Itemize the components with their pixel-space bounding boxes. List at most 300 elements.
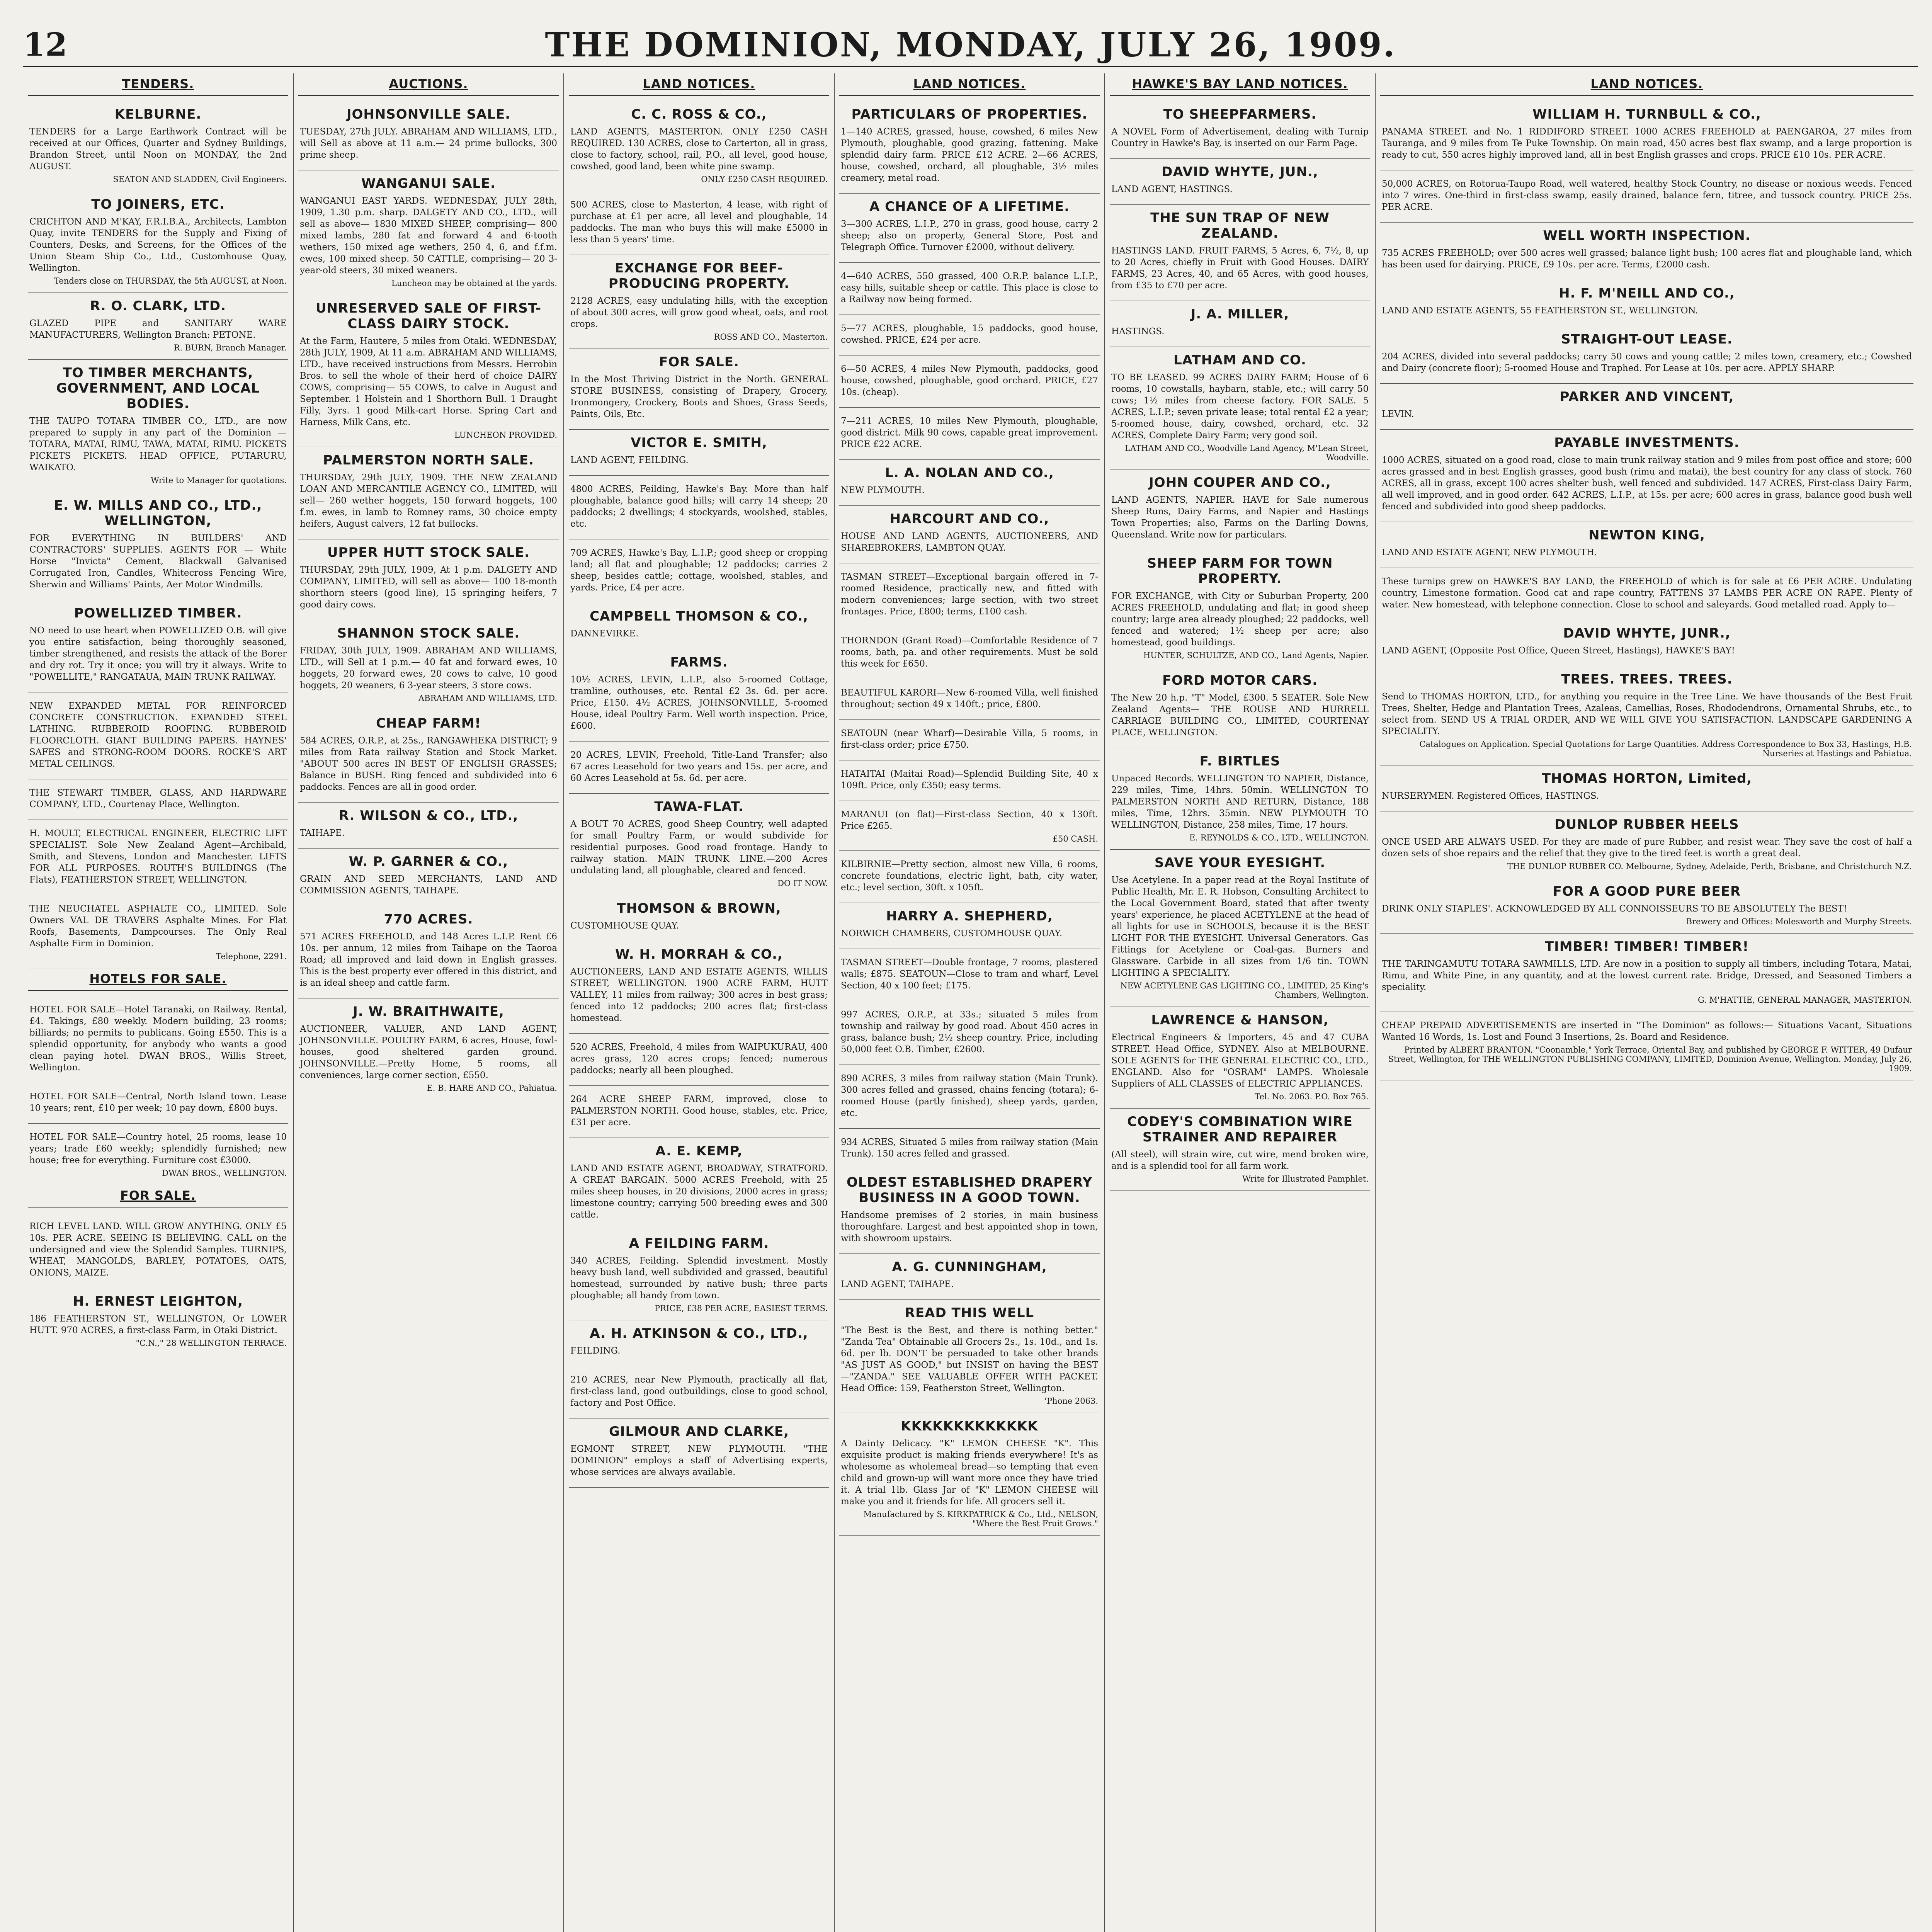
column-1-ad <box>28 820 288 895</box>
column-2-ad <box>298 998 559 1100</box>
column-4-ad <box>839 1169 1100 1254</box>
ad-body: THURSDAY, 29th JULY, 1909. THE NEW ZEALAND LOAN AND MERCANTILE AGENCY CO., LIMITED, will sell— 260 wether hoggets, 150 forward hoggets, 100 f.m. ewes, in lamb to Romney rams, 30 choice empty heifers, August calvers, 12 fat bullocks. <box>300 473 557 529</box>
ad-signature: HUNTER, SCHULTZE, AND CO., Land Agents, Napier. <box>1143 651 1369 660</box>
ad-title: THOMAS HORTON, Limited, <box>1541 771 1752 786</box>
column-1-ad <box>28 191 288 293</box>
ad-title: PALMERSTON NORTH SALE. <box>323 452 534 468</box>
ad-body: WANGANUI EAST YARDS. WEDNESDAY, JULY 28th, 1909, 1.30 p.m. sharp. DALGETY AND CO., LTD., will sell as above— 1830 MIXED SHEEP, comprising— 800 mixed lambs, 280 fat and forward 4 and 6-tooth wethers, 150 mixed age wethers, 250 4, 6, and f.f.m. ewes, 100 mixed sheep. 50 CATTLE, comprising— 20 3-year-old steers, 30 mixed weaners. <box>300 196 557 276</box>
ad-title: POWELLIZED TIMBER. <box>74 605 242 621</box>
for-sale-ad <box>28 1213 288 1288</box>
ad-body: 584 ACRES, O.R.P., at 25s., RANGAWHEKA DISTRICT; 9 miles from Rata railway Station and Stock Market. "ABOUT 500 acres IN BEST OF ENGLISH GRASSES; Balance in BUSH. Ring fenced and subdivided into 6 paddocks. Fences are all in good order. <box>300 736 557 792</box>
column-6-ad <box>1380 223 1913 280</box>
ad-body: "The Best is the Best, and there is nothing better." "Zanda Tea" Obtainable all Grocers 2s., 1s. 10d., and 1s. 6d. per lb. DON'T be persuaded to take other brands "AS JUST AS GOOD," but INSIST on having the BEST—"ZANDA." SEE VALUABLE OFFER WITH PACKET. Head Office: 159, Featherston Street, Wellington. <box>841 1325 1098 1393</box>
ad-body: 5—77 ACRES, ploughable, 15 paddocks, good house, cowshed. PRICE, £24 per acre. <box>841 323 1098 345</box>
ad-body: HOTEL FOR SALE—Hotel Taranaki, on Railway. Rental, £4. Takings, £80 weekly. Modern building, 23 rooms; billiards; no permits to publicans. Going £550. This is a splendid opportunity, for anybody who wants a good clean paying hotel. DWAN BROS., Willis Street, Wellington. <box>29 1005 287 1073</box>
ad-title: J. A. MILLER, <box>1190 306 1289 322</box>
ad-body: 571 ACRES FREEHOLD, and 148 Acres L.I.P. Rent £6 10s. per annum, 12 miles from Taihape on the Taoroa Road; all improved and laid down in English grasses. This is the best property ever offered in this district, and is an ideal sheep and cattle farm. <box>300 932 557 988</box>
ad-signature: 'Phone 2063. <box>1044 1396 1098 1406</box>
ad-body: 204 ACRES, divided into several paddocks; carry 50 cows and young cattle; 2 miles town, creamery, etc.; Cowshed and Dairy (concrete floor); 5-roomed House and Traphed. For Lease at 10s. per acre. APPLY SHARP. <box>1382 352 1912 373</box>
column-6-ad <box>1380 765 1913 811</box>
column-5-ad <box>1110 159 1370 205</box>
column-4-ad <box>839 949 1100 1001</box>
column-3-ad <box>569 476 829 539</box>
ad-body: RICH LEVEL LAND. WILL GROW ANYTHING. ONLY £5 10s. PER ACRE. SEEING IS BELIEVING. CALL on the undersigned and view the Splendid Samples. TURNIPS, WHEAT, MANGOLDS, BARLEY, POTATOES, OATS, ONIONS, MAIZE. <box>29 1221 287 1278</box>
ad-title: E. W. MILLS AND CO., LTD., WELLINGTON, <box>54 498 262 529</box>
ad-signature: Catalogues on Application. Special Quotations for Large Quantities. Address Correspondence to Box 33, Hastings, H.B. Nurseries at Hastings and Pahiatua. <box>1419 740 1912 758</box>
ad-title: PARKER AND VINCENT, <box>1560 389 1734 405</box>
column-subheading: FOR SALE. <box>28 1185 288 1208</box>
column-6-ad <box>1380 522 1913 568</box>
ad-body: 264 ACRE SHEEP FARM, improved, close to PALMERSTON NORTH. Good house, stables, etc. Price, £31 per acre. <box>570 1094 828 1128</box>
ad-title: UNRESERVED SALE OF FIRST-CLASS DAIRY STOCK. <box>315 301 542 332</box>
column-5-ad <box>1110 1007 1370 1109</box>
ad-body: (All steel), will strain wire, cut wire, mend broken wire, and is a splendid tool for all farm work. <box>1111 1150 1369 1171</box>
masthead <box>23 23 1918 67</box>
column-1-ad <box>28 692 288 779</box>
ad-title: W. P. GARNER & CO., <box>349 854 509 869</box>
ad-title: FARMS. <box>670 655 728 670</box>
ad-title: FOR SALE. <box>659 354 739 370</box>
ad-body: 890 ACRES, 3 miles from railway station (Main Trunk). 300 acres felled and grassed, chains fencing (totara); 6-roomed House (partly finished), sheep yards, garden, etc. <box>841 1073 1098 1118</box>
for-sale-ad <box>28 1288 288 1355</box>
ad-title: FORD MOTOR CARS. <box>1162 673 1318 688</box>
ad-body: LAND AND ESTATE AGENTS, 55 FEATHERSTON ST., WELLINGTON. <box>1382 306 1698 316</box>
ad-title: PARTICULARS OF PROPERTIES. <box>851 107 1088 122</box>
column-3-ad <box>569 742 829 794</box>
ad-body: 735 ACRES FREEHOLD; over 500 acres well grassed; balance light bush; 100 acres flat and ploughable land, which has been used for dairying. PRICE, £9 10s. per acre. Terms, £2000 cash. <box>1382 248 1912 270</box>
column-heading: AUCTIONS. <box>298 73 559 96</box>
ad-signature: THE DUNLOP RUBBER CO. Melbourne, Sydney, Adelaide, Perth, Brisbane, and Christchurch N.Z. <box>1507 862 1912 871</box>
ad-body: LAND AND ESTATE AGENT, NEW PLYMOUTH. <box>1382 548 1597 558</box>
ad-title: VICTOR E. SMITH, <box>631 435 767 451</box>
ad-body: HOTEL FOR SALE—Central, North Island town. Lease 10 years; rent, £10 per week; 10 pay down, £800 buys. <box>29 1092 287 1113</box>
column-4-ad <box>839 101 1100 194</box>
ad-title: LAWRENCE & HANSON, <box>1151 1012 1329 1028</box>
column-3-ad <box>569 1230 829 1320</box>
ad-body: THORNDON (Grant Road)—Comfortable Residence of 7 rooms, bath, pa. and other requirements. Must be sold this week for £650. <box>841 636 1098 669</box>
ad-body: THURSDAY, 29th JULY, 1909, At 1 p.m. DALGETY AND COMPANY, LIMITED, will sell as above— 100 18-month shorthorn steers (good line), 15 springing heifers, 7 good dairy cows. <box>300 565 557 610</box>
column-5-ad <box>1110 205 1370 301</box>
ad-signature: Brewery and Offices: Molesworth and Murphy Streets. <box>1686 917 1912 926</box>
column-3-ad <box>569 255 829 349</box>
ad-body: THE STEWART TIMBER, GLASS, AND HARDWARE COMPANY, LTD., Courtenay Place, Wellington. <box>29 788 287 810</box>
column-3-ad <box>569 539 829 603</box>
ad-body: DRINK ONLY STAPLES'. ACKNOWLEDGED BY ALL CONNOISSEURS TO BE ABSOLUTELY The BEST! <box>1382 904 1847 914</box>
ad-signature: E. REYNOLDS & CO., LTD., WELLINGTON. <box>1189 833 1369 842</box>
column-3-ad <box>569 603 829 649</box>
ad-body: LEVIN. <box>1382 409 1414 419</box>
ad-title: 770 ACRES. <box>384 912 473 927</box>
ad-signature: Manufactured by S. KIRKPATRICK & Co., Ltd., NELSON, "Where the Best Fruit Grows." <box>863 1510 1098 1528</box>
ad-title: FOR A GOOD PURE BEER <box>1553 884 1741 899</box>
ad-body: At the Farm, Hautere, 5 miles from Otaki. WEDNESDAY, 28th JULY, 1909, At 11 a.m. ABRAHAM AND WILLIAMS, LTD., have received instructions from Messrs. Herrobin Bros. to sell the whole of their herd of choice DAIRY COWS, comprising— 55 COWS, to calve in August and September. 1 Holstein and 1 Shorthorn Bull. 1 Draught Filly, 3yrs. 1 good Milk-cart Horse. Spring Cart and Harness, Milk Cans, etc. <box>300 336 557 427</box>
ad-title: TAWA-FLAT. <box>654 799 744 815</box>
ad-title: DAVID WHYTE, JUN., <box>1162 164 1318 180</box>
column-6 <box>1376 73 1918 1932</box>
ad-body: DANNEVIRKE. <box>570 629 639 639</box>
column-4-ad <box>839 903 1100 949</box>
ad-title: THE SUN TRAP OF NEW ZEALAND. <box>1150 210 1330 241</box>
ad-title: TIMBER! TIMBER! TIMBER! <box>1544 939 1749 954</box>
column-3-ad <box>569 895 829 941</box>
column-5-ad <box>1110 667 1370 748</box>
ad-body: LAND AGENT, TAIHAPE. <box>841 1279 954 1289</box>
ad-title: H. ERNEST LEIGHTON, <box>73 1294 243 1309</box>
ad-body: Use Acetylene. In a paper read at the Royal Institute of Public Health, Mr. E. R. Hobson, Consulting Architect to the Local Government Board, stated that after twenty years' experience, he placed ACETYLENE at the head of all lights for use in SCHOOLS, because it is the BEST LIGHT FOR THE EYESIGHT. Universal Generators. Gas Fittings for Acetylene or Coal-gas. Burners and Glassware. Carbide in all sizes from 1/6 tin. TOWN LIGHTING A SPECIALITY. <box>1111 875 1369 978</box>
column-5-ad <box>1110 1109 1370 1191</box>
ad-signature: ROSS AND CO., Masterton. <box>714 332 828 342</box>
ad-body: CUSTOMHOUSE QUAY. <box>570 921 679 931</box>
ad-title: GILMOUR AND CLARKE, <box>609 1424 789 1439</box>
ad-body: GLAZED PIPE and SANITARY WARE MANUFACTURERS, Wellington Branch: PETONE. <box>29 318 287 340</box>
ad-body: THE TAUPO TOTARA TIMBER CO., LTD., are now prepared to supply in any part of the Dominion — TOTARA, MATAI, RIMU, TAWA, MATAI, RIMU. PICKETS PICKETS PICKETS. HEAD OFFICE, PUTARURU, WAIKATO. <box>29 416 287 473</box>
ad-title: TO SHEEPFARMERS. <box>1163 107 1317 122</box>
column-4-ad <box>839 851 1100 903</box>
column-1-ad <box>28 779 288 820</box>
column-4-ad <box>839 760 1100 801</box>
ad-body: 709 ACRES, Hawke's Bay, L.I.P.; good sheep or cropping land; all flat and ploughable; 12 paddocks; carries 2 sheep, besides cattle; cottage, woolshed, stables, and yards. Price, £4 per acre. <box>570 548 828 593</box>
column-6-ad <box>1380 620 1913 666</box>
hotels-ad <box>28 1124 288 1185</box>
ad-body: TO BE LEASED. 99 ACRES DAIRY FARM; House of 6 rooms, 10 cowstalls, haybarn, stable, etc.; will carry 50 cows; 1½ miles from cheese factory. FOR SALE. 5 ACRES, L.I.P.; seven private lease; total rental £2 a year; 5-roomed house, dairy, cowshed, orchard, etc. 32 ACRES, Complete Dairy Farm; very good soil. <box>1111 372 1369 440</box>
ad-body: CRICHTON AND M'KAY, F.R.I.B.A., Architects, Lambton Quay, invite TENDERS for the Supply and Fixing of Counters, Desks, and Screens, for the Offices of the Union Steam Ship Co., Ltd., Customhouse Quay, Wellington. <box>29 217 287 273</box>
column-6-ad <box>1380 430 1913 522</box>
column-3-ad <box>569 941 829 1034</box>
column-5-ad <box>1110 748 1370 850</box>
ad-body: In the Most Thriving District in the North. GENERAL STORE BUSINESS, consisting of Drapery, Grocery, Ironmongery, Crockery, Boots and Shoes, Grass Seeds, Paints, Oils, Etc. <box>570 374 828 419</box>
ad-signature: DO IT NOW. <box>777 879 828 888</box>
ad-body: TASMAN STREET—Exceptional bargain offered in 7-roomed Residence, practically new, and fitted with modern conveniences; large section, with two street frontages. Price, £800; terms, £100 cash. <box>841 572 1098 617</box>
ad-body: Handsome premises of 2 stories, in main business thoroughfare. Largest and best appointed shop in town, with showroom upstairs. <box>841 1210 1098 1243</box>
ad-body: HASTINGS. <box>1111 327 1165 337</box>
ad-body: 50,000 ACRES, on Rotorua-Taupo Road, well watered, healthy Stock Country, no disease or noxious weeds. Fenced into 7 wires. One-third in first-class swamp, easily drained, balance fern, titree, and tussock country. PRICE 25s. PER ACRE. <box>1382 179 1912 212</box>
column-2 <box>294 73 564 1932</box>
ad-body: LAND AGENT, (Opposite Post Office, Queen Street, Hastings), HAWKE'S BAY! <box>1382 646 1735 656</box>
ad-signature: "C.N.," 28 WELLINGTON TERRACE. <box>136 1338 287 1348</box>
column-5 <box>1105 73 1376 1932</box>
column-5-ad <box>1110 347 1370 469</box>
ad-body: FOR EXCHANGE, with City or Suburban Property, 200 ACRES FREEHOLD, undulating and flat; in good sheep country; large area already ploughed; 22 paddocks, well fenced and watered; 1½ sheep per acre; also homestead, good buildings. <box>1111 591 1369 648</box>
ad-body: 210 ACRES, near New Plymouth, practically all flat, first-class land, good outbuildings, close to good school, factory and Post Office. <box>570 1375 828 1408</box>
ad-body: Send to THOMAS HORTON, LTD., for anything you require in the Tree Line. We have thousands of the Best Fruit Trees, Shelter, Hedge and Plantation Trees, Azaleas, Camellias, Roses, Rhododendrons, Ornamental Shrubs, etc., to select from. SEND US A TRIAL ORDER, AND WE WILL GIVE YOU SATISFACTION. LANDSCAPE GARDENING A SPECIALITY. <box>1382 692 1912 736</box>
ad-body: 520 ACRES, Freehold, 4 miles from WAIPUKURAU, 400 acres grass, 120 acres crops; fenced; numerous paddocks; nearly all been ploughed. <box>570 1042 828 1075</box>
ad-body: HASTINGS LAND. FRUIT FARMS, 5 Acres, 6, 7½, 8, up to 20 Acres, chiefly in Fruit with Good Houses. DAIRY FARMS, 23 Acres, 40, and 65 Acres, with good houses, from £35 to £70 per acre. <box>1111 246 1369 291</box>
column-4-ad <box>839 720 1100 760</box>
column-4-ad <box>839 1001 1100 1065</box>
column-1-ad <box>28 600 288 692</box>
ad-body: FRIDAY, 30th JULY, 1909. ABRAHAM AND WILLIAMS, LTD., will Sell at 1 p.m.— 40 fat and forward ewes, 10 hoggets, 20 forward ewes, 20 cows to calve, 10 good hoggets, 20 weaners, 6 3-year steers, 3 store cows. <box>300 646 557 690</box>
column-4-ad <box>839 1254 1100 1300</box>
ad-body: SEATOUN (near Wharf)—Desirable Villa, 5 rooms, in first-class order; price £750. <box>841 728 1098 750</box>
ad-signature: Write for Illustrated Pamphlet. <box>1242 1174 1369 1184</box>
column-4-ad <box>839 679 1100 720</box>
ad-title: DUNLOP RUBBER HEELS <box>1554 817 1739 832</box>
column-2-ad <box>298 849 559 906</box>
ad-signature: Telephone, 2291. <box>216 952 287 961</box>
column-1-ad <box>28 101 288 191</box>
ad-title: CODEY'S COMBINATION WIRE STRAINER AND REPAIRER <box>1127 1114 1353 1145</box>
column-2-ad <box>298 539 559 620</box>
ad-body: NEW PLYMOUTH. <box>841 485 925 495</box>
column-3-ad <box>569 649 829 742</box>
ad-body: GRAIN AND SEED MERCHANTS, LAND AND COMMISSION AGENTS, TAIHAPE. <box>300 874 557 896</box>
ad-body: AUCTIONEER, VALUER, AND LAND AGENT, JOHNSONVILLE. POULTRY FARM, 6 acres, House, fowl-houses, good sheltered garden ground. JOHNSONVILLE.—Pretty Home, 5 rooms, all conveniences, large corner section, £550. <box>300 1024 557 1080</box>
column-3-ad <box>569 430 829 476</box>
ad-title: CHEAP FARM! <box>376 716 481 731</box>
ad-signature: ABRAHAM AND WILLIAMS, LTD. <box>418 694 557 703</box>
ad-title: J. W. BRAITHWAITE, <box>353 1004 504 1019</box>
column-4-ad <box>839 506 1100 563</box>
ad-title: OLDEST ESTABLISHED DRAPERY BUSINESS IN A GOOD TOWN. <box>846 1175 1093 1206</box>
column-6-ad <box>1380 384 1913 430</box>
ad-body: NORWICH CHAMBERS, CUSTOMHOUSE QUAY. <box>841 929 1063 939</box>
ad-body: LAND AGENTS, NAPIER. HAVE for Sale numerous Sheep Runs, Dairy Farms, and Napier and Hastings Town Properties; also, Farms on the Darling Downs, Queensland. Write now for particulars. <box>1111 495 1369 540</box>
column-heading: TENDERS. <box>28 73 288 96</box>
ad-signature: £50 CASH. <box>1053 834 1098 844</box>
ad-signature: E. B. HARE AND CO., Pahiatua. <box>427 1083 557 1093</box>
ad-body: 1000 ACRES, situated on a good road, close to main trunk railway station and 9 miles from post office and store; 600 acres grassed and in best English grasses, good bush (rimu and matai), the best country for any class of stock. 760 ACRES, all in grass, except 100 acres shelter bush, well fenced and subdivided. 147 ACRES, First-class Dairy Farm, all well improved, and in good order. 642 ACRES, L.I.P., at 15s. per acre; 600 acres in grass, balance good bush well fenced and subdivided into good sheep paddocks. <box>1382 455 1912 512</box>
column-4-ad <box>839 563 1100 627</box>
ad-signature: Tenders close on THURSDAY, the 5th AUGUST, at Noon. <box>54 276 287 286</box>
ad-signature: Write to Manager for quotations. <box>151 476 287 485</box>
column-6-ad <box>1380 811 1913 878</box>
column-heading: HAWKE'S BAY LAND NOTICES. <box>1110 73 1370 96</box>
ad-title: JOHNSONVILLE SALE. <box>346 107 511 122</box>
ad-title: W. H. MORRAH & CO., <box>615 947 783 962</box>
ad-title: A. E. KEMP, <box>655 1143 743 1159</box>
ad-title: EXCHANGE FOR BEEF-PRODUCING PROPERTY. <box>608 260 790 291</box>
column-5-ad <box>1110 101 1370 159</box>
column-3-ad <box>569 1034 829 1086</box>
column-subheading: HOTELS FOR SALE. <box>28 968 288 991</box>
ad-body: Unpaced Records. WELLINGTON TO NAPIER, Distance, 229 miles, Time, 14hrs. 50min. WELLINGTON TO PALMERSTON NORTH AND RETURN, Distance, 188 miles, Time, 12hrs. 35min. NEW PLYMOUTH TO WELLINGTON, Distance, 258 miles, Time, 17 hours. <box>1111 774 1369 830</box>
ad-body: 6—50 ACRES, 4 miles New Plymouth, paddocks, good house, cowshed, ploughable, good orchard. PRICE, £27 10s. (cheap). <box>841 364 1098 397</box>
column-2-ad <box>298 447 559 539</box>
ad-title: R. WILSON & CO., LTD., <box>338 808 519 823</box>
ad-body: 10½ ACRES, LEVIN, L.I.P., also 5-roomed Cottage, tramline, outhouses, etc. Rental £2 3s. 6d. per acre. Price, £150. 4½ ACRES, JOHNSONVILLE, 5-roomed House, ideal Poultry Farm. Well worth inspection. Price, £600. <box>570 675 828 731</box>
ad-body: 186 FEATHERSTON ST., WELLINGTON, Or LOWER HUTT. 970 ACRES, a first-class Farm, in Otaki District. <box>29 1314 287 1335</box>
page-number: 12 <box>23 26 68 63</box>
ad-title: SHANNON STOCK SALE. <box>337 626 520 641</box>
column-4 <box>835 73 1105 1932</box>
ad-signature: Printed by ALBERT BRANTON, "Coonamble," York Terrace, Oriental Bay, and published by GEORGE F. WITTER, 49 Dufaur Street, Wellington, for THE WELLINGTON PUBLISHING COMPANY, LIMITED, Dominion Avenue, Wellington. Monday, July 26, 1909. <box>1388 1045 1912 1073</box>
ad-title: KKKKKKKKKKKKK <box>901 1418 1038 1434</box>
column-6-ad <box>1380 568 1913 620</box>
column-3-ad <box>569 1320 829 1366</box>
ad-body: NO need to use heart when POWELLIZED O.B. will give you entire satisfaction, being thoroughly seasoned, timber strengthened, and resists the attack of the Borer and dry rot. Try it once; you will try it always. Write to "POWELLITE," RANGATAUA, MAIN TRUNK RAILWAY. <box>29 626 287 682</box>
ad-body: A NOVEL Form of Advertisement, dealing with Turnip Country in Hawke's Bay, is inserted on our Farm Page. <box>1111 127 1369 148</box>
ad-signature: Luncheon may be obtained at the yards. <box>391 279 557 288</box>
ad-body: 3—300 ACRES, L.I.P., 270 in grass, good house, carry 2 sheep; also on property, General Store, Post and Telegraph Office. Turnover £2000, without delivery. <box>841 219 1098 252</box>
column-2-ad <box>298 803 559 849</box>
ad-signature: NEW ACETYLENE GAS LIGHTING CO., LIMITED, 25 King's Chambers, Wellington. <box>1120 981 1369 1000</box>
ad-signature: Tel. No. 2063. P.O. Box 765. <box>1255 1092 1369 1101</box>
ad-title: WELL WORTH INSPECTION. <box>1543 228 1751 243</box>
hotels-ad <box>28 996 288 1083</box>
column-4-ad <box>839 194 1100 263</box>
column-3-ad <box>569 1366 829 1418</box>
column-4-ad <box>839 1129 1100 1169</box>
ad-signature: PRICE, £38 PER ACRE, EASIEST TERMS. <box>655 1304 828 1313</box>
column-heading: LAND NOTICES. <box>569 73 829 96</box>
column-1-ad <box>28 895 288 968</box>
column-5-ad <box>1110 301 1370 347</box>
ad-body: HOTEL FOR SALE—Country hotel, 25 rooms, lease 10 years; trade £60 weekly; splendidly furnished; new house; free for everything. Furniture cost £3000. <box>29 1132 287 1165</box>
ad-signature: LUNCHEON PROVIDED. <box>454 430 557 440</box>
ad-body: LAND AGENT, HASTINGS. <box>1111 184 1233 194</box>
ad-body: 500 ACRES, close to Masterton, 4 lease, with right of purchase at £1 per acre, all level and ploughable, 14 paddocks. The man who buys this will make £5000 in less than 5 years' time. <box>570 200 828 245</box>
ad-title: L. A. NOLAN AND CO., <box>885 465 1054 481</box>
column-3-ad <box>569 349 829 430</box>
column-1-ad <box>28 360 288 492</box>
ad-body: TASMAN STREET—Double frontage, 7 rooms, plastered walls; £875. SEATOUN—Close to tram and wharf, Level Section, 40 x 100 feet; £175. <box>841 957 1098 991</box>
ad-title: CAMPBELL THOMSON & CO., <box>590 609 808 624</box>
ad-body: PANAMA STREET. and No. 1 RIDDIFORD STREET. 1000 ACRES FREEHOLD at PAENGAROA, 27 miles from Tauranga, and 9 miles from Te Puke Township. On main road, 450 acres best flax swamp, and a large proportion is ready to cut, 550 acres highly improved land, all in best English grasses and crops. PRICE £10 10s. PER ACRE. <box>1382 127 1912 160</box>
column-2-ad <box>298 170 559 295</box>
ad-body: FOR EVERYTHING IN BUILDERS' AND CONTRACTORS' SUPPLIES. AGENTS FOR — White Horse "Invicta" Cement, Blackwall Galvanised Corrugated Iron, Candles, Whitecross Fencing Wire, Sherwin and Williams' Paints, Aer Motor Windmills. <box>29 533 287 590</box>
column-3-ad <box>569 1086 829 1138</box>
column-4-ad <box>839 315 1100 355</box>
ad-title: A. G. CUNNINGHAM, <box>892 1259 1047 1275</box>
column-3-ad <box>569 101 829 191</box>
column-heading: LAND NOTICES. <box>1380 73 1913 96</box>
ad-signature: ONLY £250 CASH REQUIRED. <box>701 175 828 184</box>
ad-body: KILBIRNIE—Pretty section, almost new Villa, 6 rooms, concrete foundations, electric light, bath, city water, etc.; level section, 30ft. x 105ft. <box>841 859 1098 893</box>
ad-body: A BOUT 70 ACRES, good Sheep Country, well adapted for small Poultry Farm, or would subdivide for residential purposes. Good road frontage. Handy to railway station. MAIN TRUNK LINE.—200 Acres undulating land, all ploughable, cleared and fenced. <box>570 819 828 876</box>
ad-title: R. O. CLARK, LTD. <box>90 298 226 314</box>
column-4-ad <box>839 1300 1100 1413</box>
ad-signature: LATHAM AND CO., Woodville Land Agency, M'Lean Street, Woodville. <box>1125 444 1369 462</box>
ad-signature: DWAN BROS., WELLINGTON. <box>162 1168 287 1178</box>
ad-body: A Dainty Delicacy. "K" LEMON CHEESE "K". This exquisite product is making friends everywhere! It's as wholesome as wholemeal bread—so tempting that even child and grown-up will want more once they have tried it. A trial 1lb. Glass Jar of "K" LEMON CHEESE will make you and it friends for life. All grocers sell it. <box>841 1439 1098 1507</box>
column-1 <box>23 73 294 1932</box>
column-5-ad <box>1110 469 1370 550</box>
column-6-ad <box>1380 280 1913 326</box>
column-3 <box>564 73 835 1932</box>
column-4-ad <box>839 408 1100 460</box>
column-3-ad <box>569 794 829 895</box>
column-3-ad <box>569 191 829 255</box>
ad-title: WANGANUI SALE. <box>361 176 496 191</box>
column-4-ad <box>839 355 1100 408</box>
column-6-ad <box>1380 326 1913 384</box>
ad-body: The New 20 h.p. "T" Model, £300. 5 SEATER. Sole New Zealand Agents— THE ROUSE AND HURRELL CARRIAGE BUILDING CO., LIMITED, COURTENAY PLACE, WELLINGTON. <box>1111 693 1369 738</box>
column-6-ad <box>1380 1012 1913 1080</box>
column-4-ad <box>839 263 1100 315</box>
column-3-ad <box>569 1418 829 1488</box>
ad-title: TO TIMBER MERCHANTS, GOVERNMENT, AND LOCAL BODIES. <box>56 365 260 412</box>
ad-title: KELBURNE. <box>114 107 202 122</box>
hotels-ad <box>28 1083 288 1124</box>
ad-body: NURSERYMEN. Registered Offices, HASTINGS. <box>1382 791 1599 801</box>
ad-title: TO JOINERS, ETC. <box>91 197 225 212</box>
ad-title: UPPER HUTT STOCK SALE. <box>327 545 530 560</box>
column-6-ad <box>1380 666 1913 765</box>
ad-body: NEW EXPANDED METAL FOR REINFORCED CONCRETE CONSTRUCTION. EXPANDED STEEL LATHING. RUBBEROID ROOFING. RUBBEROID FLOORCLOTH. GIANT BUILDING PAPERS. HAYNES' SAFES and STRONG-ROOM DOORS. ROCKE'S ART METAL CEILINGS. <box>29 701 287 769</box>
ad-title: H. F. M'NEILL AND CO., <box>1559 286 1735 301</box>
columns-container <box>23 73 1918 1932</box>
column-2-ad <box>298 295 559 447</box>
ad-body: 997 ACRES, O.R.P., at 33s.; situated 5 miles from township and railway by good road. About 450 acres in grass, balance bush; 2½ sheep country. Price, including 50,000 feet O.B. Timber, £2600. <box>841 1010 1098 1054</box>
ad-body: 2128 ACRES, easy undulating hills, with the exception of about 300 acres, will grow good wheat, oats, and root crops. <box>570 296 828 329</box>
column-6-ad <box>1380 101 1913 170</box>
ad-title: F. BIRTLES <box>1199 753 1281 769</box>
ad-body: 340 ACRES, Feilding. Splendid investment. Mostly heavy bush land, well subdivided and grassed, beautiful homestead, surrounded by native bush; three parts ploughable; all handy from town. <box>570 1256 828 1301</box>
ad-body: 1—140 ACRES, grassed, house, cowshed, 6 miles New Plymouth, ploughable, good grazing, fattening. Make splendid dairy farm. PRICE £12 ACRE. 2—66 ACRES, house, cowshed, orchard, all ploughable, 3½ miles creamery, metal road. <box>841 127 1098 183</box>
ad-body: THE TARINGAMUTU TOTARA SAWMILLS, LTD. Are now in a position to supply all timbers, including Totara, Matai, Rimu, and White Pine, in any quantity, and at the lowest current rate. Bridge, Dressed, and Seasoned Timbers a speciality. <box>1382 959 1912 992</box>
ad-body: EGMONT STREET, NEW PLYMOUTH. "THE DOMINION" employs a staff of Advertising experts, whose services are always available. <box>570 1444 828 1477</box>
ad-body: AUCTIONEERS, LAND AND ESTATE AGENTS, WILLIS STREET, WELLINGTON. 1900 ACRE FARM, HUTT VALLEY, 11 miles from railway; 300 acres in best grass; fenced into 12 paddocks; 200 acres flat; first-class homestead. <box>570 967 828 1023</box>
ad-title: READ THIS WELL <box>905 1305 1034 1321</box>
ad-title: HARRY A. SHEPHERD, <box>886 908 1053 924</box>
ad-title: SHEEP FARM FOR TOWN PROPERTY. <box>1147 556 1333 587</box>
column-4-ad <box>839 801 1100 851</box>
ad-title: THOMSON & BROWN, <box>617 901 781 916</box>
ad-body: These turnips grew on HAWKE'S BAY LAND, the FREEHOLD of which is for sale at £6 PER ACRE. Undulating country, Limestone formation. Good cat and rape country, FATTENS 37 LAMBS PER ACRE ON RAPE. Plenty of water. New homestead, with telephone connection. Close to school and saleyards. Good metalled road. Apply to— <box>1382 577 1912 610</box>
ad-title: NEWTON KING, <box>1588 527 1705 543</box>
ad-title: A. H. ATKINSON & CO., LTD., <box>590 1326 808 1341</box>
ad-body: FEILDING. <box>570 1346 621 1356</box>
ad-title: SAVE YOUR EYESIGHT. <box>1154 855 1326 871</box>
column-4-ad <box>839 627 1100 679</box>
ad-title: TREES. TREES. TREES. <box>1561 672 1733 687</box>
ad-title: A CHANCE OF A LIFETIME. <box>869 199 1070 214</box>
ad-body: HOUSE AND LAND AGENTS, AUCTIONEERS, AND SHAREBROKERS, LAMBTON QUAY. <box>841 531 1098 553</box>
column-5-ad <box>1110 850 1370 1007</box>
ad-signature: G. M'HATTIE, GENERAL MANAGER, MASTERTON. <box>1697 995 1912 1005</box>
column-heading: LAND NOTICES. <box>839 73 1100 96</box>
column-4-ad <box>839 460 1100 506</box>
ad-body: 4—640 ACRES, 550 grassed, 400 O.R.P. balance L.I.P., easy hills, suitable sheep or cattle. This place is close to a Railway now being formed. <box>841 271 1098 304</box>
ad-title: A FEILDING FARM. <box>629 1236 769 1251</box>
column-1-ad <box>28 492 288 600</box>
column-6-ad <box>1380 934 1913 1012</box>
ad-body: MARANUI (on flat)—First-class Section, 40 x 130ft. Price £265. <box>841 810 1098 831</box>
ad-body: LAND AGENT, FEILDING. <box>570 455 689 465</box>
ad-body: 934 ACRES, Situated 5 miles from railway station (Main Trunk). 150 acres felled and grassed. <box>841 1137 1098 1159</box>
ad-title: STRAIGHT-OUT LEASE. <box>1561 332 1733 347</box>
ad-body: LAND AGENTS, MASTERTON. ONLY £250 CASH REQUIRED. 130 ACRES, close to Carterton, all in grass, close to factory, school, rail, P.O., all level, good house, cowshed, good land, been white pine swamp. <box>570 127 828 172</box>
column-2-ad <box>298 620 559 710</box>
column-6-ad <box>1380 878 1913 934</box>
column-2-ad <box>298 710 559 803</box>
column-5-ad <box>1110 550 1370 667</box>
newspaper-title: THE DOMINION, MONDAY, JULY 26, 1909. <box>545 26 1396 65</box>
ad-body: BEAUTIFUL KARORI—New 6-roomed Villa, well finished throughout; section 49 x 140ft.; price, £800. <box>841 688 1098 709</box>
ad-title: C. C. ROSS & CO., <box>631 107 767 122</box>
column-4-ad <box>839 1065 1100 1129</box>
ad-title: LATHAM AND CO. <box>1173 352 1306 368</box>
ad-body: H. MOULT, ELECTRICAL ENGINEER, ELECTRIC LIFT SPECIALIST. Sole New Zealand Agent—Archibald, Smith, and Stevens, London and Manchester. LIFTS FOR ALL PURPOSES. ROUTH'S BUILDINGS (The Flats), FEATHERSTON STREET, WELLINGTON. <box>29 828 287 885</box>
ad-body: 4800 ACRES, Feilding, Hawke's Bay. More than half ploughable, balance good hills; will carry 14 sheep; 20 paddocks; 2 dwellings; 4 stockyards, woolshed, stables, etc. <box>570 484 828 529</box>
ad-body: HATAITAI (Maitai Road)—Splendid Building Site, 40 x 109ft. Price, only £350; easy terms. <box>841 769 1098 791</box>
ad-title: HARCOURT AND CO., <box>889 511 1049 527</box>
column-4-ad <box>839 1413 1100 1536</box>
ad-signature: R. BURN, Branch Manager. <box>173 343 287 352</box>
ad-body: CHEAP PREPAID ADVERTISEMENTS are inserted in "The Dominion" as follows:— Situations Vacant, Situations Wanted 16 Words, 1s. Lost and Found 3 Insertions, 2s. Board and Residence. <box>1382 1020 1912 1042</box>
ad-title: PAYABLE INVESTMENTS. <box>1554 435 1740 451</box>
column-3-ad <box>569 1138 829 1230</box>
ad-body: TUESDAY, 27th JULY. ABRAHAM AND WILLIAMS, LTD., will Sell as above at 11 a.m.— 24 prime bullocks, 300 prime sheep. <box>300 127 557 160</box>
ad-body: LAND AND ESTATE AGENT, BROADWAY, STRATFORD. A GREAT BARGAIN. 5000 ACRES Freehold, with 25 miles sheep houses, in 20 divisions, 2000 acres in grass; limestone country; carrying 500 breeding ewes and 300 cattle. <box>570 1163 828 1220</box>
ad-body: 20 ACRES, LEVIN, Freehold, Title-Land Transfer; also 67 acres Leasehold for two years and 15s. per acre, and 60 Acres Leasehold at 5s. 6d. per acre. <box>570 750 828 783</box>
column-2-ad <box>298 101 559 170</box>
ad-title: WILLIAM H. TURNBULL & CO., <box>1532 107 1761 122</box>
ad-title: DAVID WHYTE, JUNR., <box>1563 626 1731 641</box>
ad-body: Electrical Engineers & Importers, 45 and 47 CUBA STREET. Head Office, SYDNEY. Also at MELBOURNE. SOLE AGENTS for THE GENERAL ELECTRIC CO., LTD., ENGLAND. Also for "OSRAM" LAMPS. Wholesale Suppliers of ALL CLASSES of ELECTRIC APPLIANCES. <box>1111 1032 1369 1089</box>
column-6-ad <box>1380 170 1913 223</box>
ad-body: TENDERS for a Large Earthwork Contract will be received at our Offices, Quarter and Sydney Buildings, Brandon Street, until Noon on MONDAY, the 2nd AUGUST. <box>29 127 287 172</box>
